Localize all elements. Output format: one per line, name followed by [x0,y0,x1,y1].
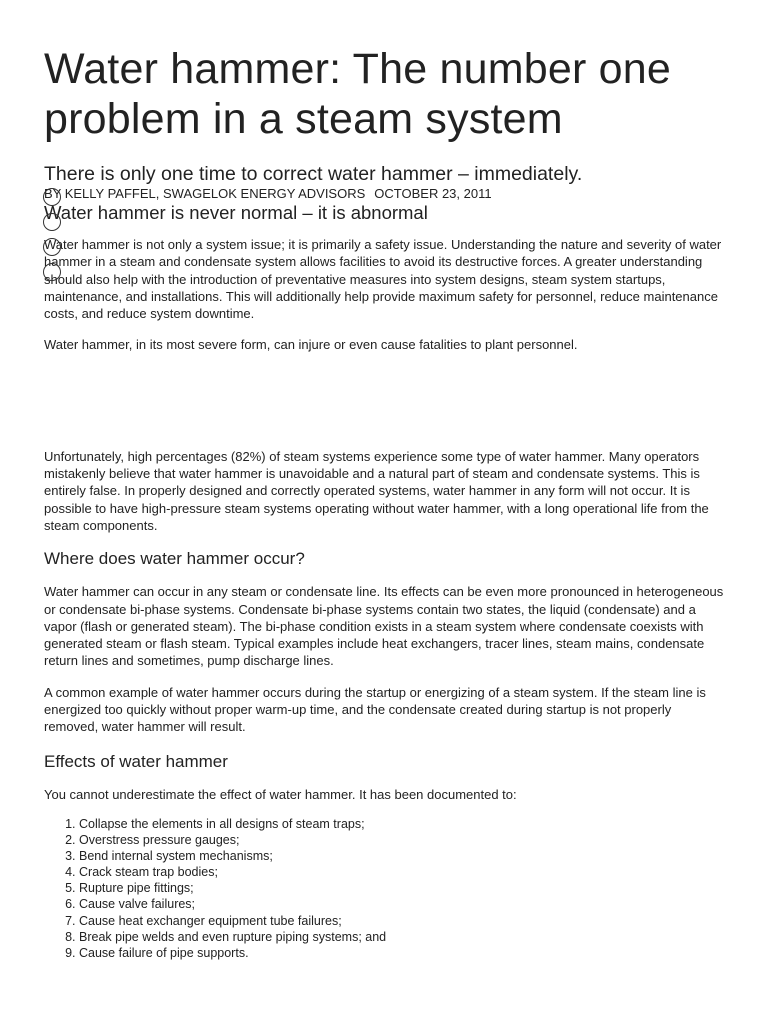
section-heading-abnormal: Water hammer is never normal – it is abnormal [44,202,428,223]
paragraph-where-2: A common example of water hammer occurs during the startup or energizing of a steam system. If the steam line is energized too quickly without proper warm-up time, and the condensate created during startup is not properly removed, water hammer will result. [44,684,706,735]
list-item: 4. Crack steam trap bodies; [79,864,728,880]
paragraph-unfortunately: Unfortunately, high percentages (82%) of steam systems experience some type of water hammer. Many operators mistakenly believe that water hammer is unavoidable and a natural part of steam and condensate systems. This is entirely false. In properly designed and correctly operated systems, water hammer in any form will not occur. It is possible to have high-pressure steam systems operating without water hammer, with a long operational life from the steam components. [44,448,709,533]
article [44,0,728,961]
list-item: 8. Break pipe welds and even rupture piping systems; and [79,929,728,945]
share-circle-icon[interactable] [43,238,61,256]
share-circle-icon[interactable] [43,263,61,281]
list-item: 2. Overstress pressure gauges; [79,832,728,848]
publish-date: OCTOBER 23, 2011 [374,186,492,201]
list-item: 5. Rupture pipe fittings; [79,880,728,896]
list-item: 6. Cause valve failures; [79,896,728,912]
effects-list [44,816,728,961]
intro-block [44,202,728,354]
list-item: 7. Cause heat exchanger equipment tube failures; [79,913,728,929]
paragraph-safety: Water hammer is not only a system issue; it is primarily a safety issue. Understanding the nature and severity of water hammer in a steam and condensate system allows facilities to avoid its destructive forces. A greater understanding should also help with the introduction of preventative measures into system designs, steam system startups, maintenance, and installations. This will additionally help provide maximum safety for personnel, reduce maintenance costs, and reduce system downtime. [44,237,722,322]
paragraph-severe-form: Water hammer, in its most severe form, can injure or even cause fatalities to plant personnel. [44,337,578,353]
section-heading-where: Where does water hammer occur? [44,549,305,569]
article-subtitle: There is only one time to correct water hammer – immediately. [44,163,583,185]
embedded-media-placeholder [44,354,728,448]
share-icons [43,188,65,288]
list-item: 3. Bend internal system mechanisms; [79,848,728,864]
paragraph-effects-intro: You cannot underestimate the effect of water hammer. It has been documented to: [44,786,517,802]
share-circle-icon[interactable] [43,213,61,231]
list-item: 1. Collapse the elements in all designs of steam traps; [79,816,728,832]
author-line: BY KELLY PAFFEL, SWAGELOK ENERGY ADVISORS [44,186,366,201]
section-heading-effects: Effects of water hammer [44,751,228,771]
article-byline [44,186,728,202]
paragraph-where-1: Water hammer can occur in any steam or condensate line. Its effects can be even more pronounced in heterogeneous or condensate bi-phase systems. Condensate bi-phase systems contain two states, the liquid (condensate) and a vapor (flash or generated steam). The bi-phase condition exists in a steam system where condensate coexists with generated steam or flash steam. Typical examples include heat exchangers, tracer lines, steam mains, condensate return lines and sometimes, pump discharge lines. [44,584,724,669]
article-title: Water hammer: The number one problem in a steam system [44,45,671,143]
share-circle-icon[interactable] [43,188,61,206]
list-item: 9. Cause failure of pipe supports. [79,945,728,961]
